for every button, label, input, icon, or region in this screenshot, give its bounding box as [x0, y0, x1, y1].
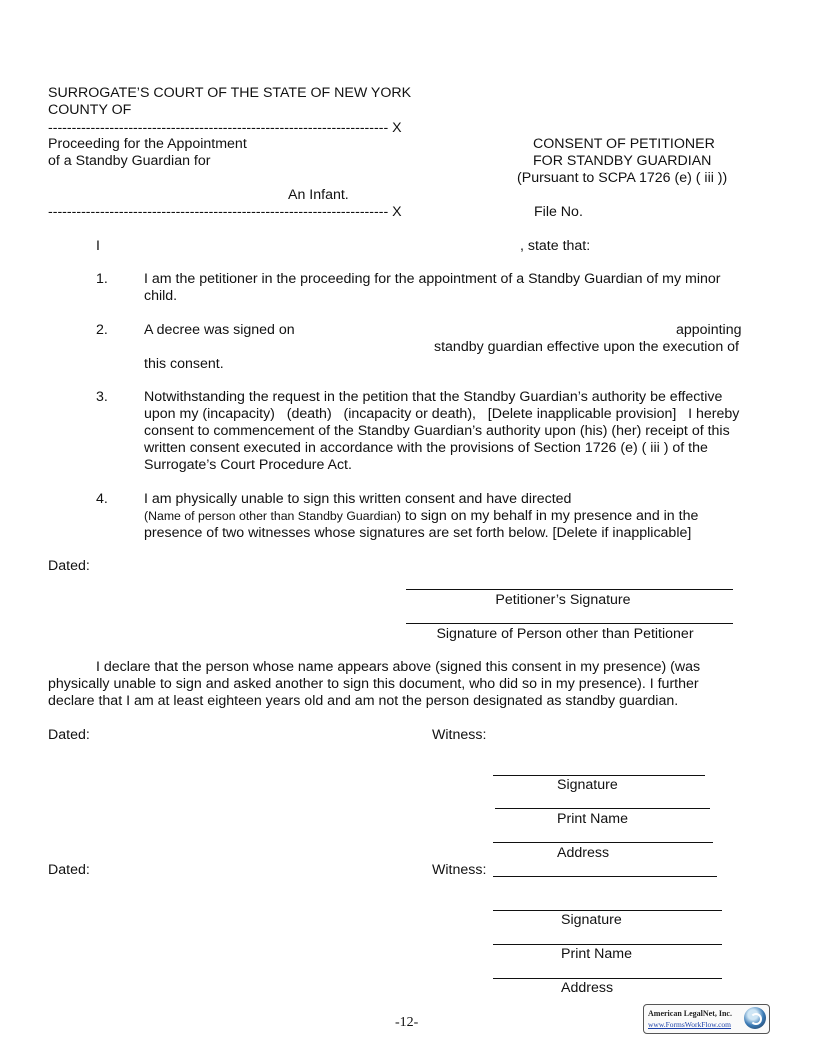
witness-2-signature-label: Signature [561, 912, 622, 928]
witness-2-address-line[interactable] [493, 978, 722, 979]
item-4-line-1: I am physically unable to sign this written consent and have directed [144, 491, 572, 507]
infant-label: An Infant. [288, 187, 349, 203]
witness-2-name-line[interactable] [493, 876, 717, 877]
witness-1-signature-label: Signature [557, 777, 618, 793]
item-3-text: Notwithstanding the request in the petition that the Standby Guardian’s authority be effective upon my (incapacity) (death) (incapacity or death), [Delete inapplicable provision] I hereby consent to commencement of the Standby Guardian’s authority upon (his) (her) receipt of this written consent executed in accordance with the provisions of Section 1726 (e) ( iii ) of the Surrogate’s Court Procedure Act. [144, 389, 744, 473]
proceeding-line-2: of a Standby Guardian for [48, 153, 211, 169]
form-title-line-3: (Pursuant to SCPA 1726 (e) ( iii )) [517, 170, 728, 186]
witness-2-address-label: Address [561, 980, 614, 996]
logo-company-name: American LegalNet, Inc. [648, 1009, 732, 1018]
petitioner-signature-label: Petitioner’s Signature [495, 592, 631, 608]
intro-state-that: , state that: [520, 238, 591, 254]
item-1-text: I am the petitioner in the proceeding for the appointment of a Standby Guardian of my minor child. [144, 271, 721, 304]
form-title-line-1: CONSENT OF PETITIONER [533, 136, 715, 152]
item-4-number: 4. [96, 491, 108, 507]
witness-declaration: I declare that the person whose name appears above (signed this consent in my presence) (was physically unable to sign and asked another to sign this document, who did so in my presence). I further declare that I am at least eighteen years old and am not the person designated as standby guardian. [48, 659, 701, 709]
dated-label-2: Dated: [48, 727, 90, 743]
item-4-line-3: presence of two witnesses whose signatures are set forth below. [Delete if inapplicable] [144, 525, 692, 541]
witness-1-print-name-line[interactable] [495, 808, 710, 809]
caption-divider-bottom: ------------------------------------------------------------------------ X [48, 204, 402, 220]
witness-1-address-line[interactable] [493, 842, 713, 843]
item-2-part-2: appointing [676, 322, 742, 338]
witness-1-label: Witness: [432, 727, 487, 743]
file-no-label: File No. [534, 204, 583, 220]
globe-icon [744, 1007, 766, 1029]
witness-2-print-name-line[interactable] [493, 944, 722, 945]
item-3-number: 3. [96, 389, 108, 405]
dated-label-3: Dated: [48, 862, 90, 878]
logo-website-link[interactable]: www.FormsWorkFlow.com [648, 1020, 732, 1029]
intro-i: I [96, 238, 100, 254]
petitioner-signature-line[interactable] [406, 589, 733, 590]
witness-1-signature-line[interactable] [493, 775, 705, 776]
form-title-line-2: FOR STANDBY GUARDIAN [533, 153, 712, 169]
county-label: COUNTY OF [48, 102, 132, 118]
item-4-line-2 [144, 508, 698, 525]
item-4-name-hint: (Name of person other than Standby Guardian) [144, 509, 402, 523]
item-2-part-4: this consent. [144, 356, 224, 372]
item-2-number: 2. [96, 322, 108, 338]
other-signature-label: Signature of Person other than Petitioner [436, 626, 694, 642]
item-4-line-2-rest: to sign on my behalf in my presence and in the [401, 508, 699, 524]
page-number: -12- [395, 1015, 419, 1030]
witness-1-address-label: Address [557, 845, 610, 861]
proceeding-line-1: Proceeding for the Appointment [48, 136, 247, 152]
witness-1-print-name-label: Print Name [557, 811, 628, 827]
other-signature-line[interactable] [406, 623, 733, 624]
dated-label-1: Dated: [48, 558, 90, 574]
witness-2-label: Witness: [432, 862, 487, 878]
item-1-number: 1. [96, 271, 108, 287]
item-2-part-3: standby guardian effective upon the execution of [434, 339, 739, 355]
caption-divider-top: ------------------------------------------------------------------------ X [48, 120, 402, 136]
witness-2-print-name-label: Print Name [561, 946, 632, 962]
witness-2-signature-line[interactable] [493, 910, 722, 911]
item-2-part-1: A decree was signed on [144, 322, 295, 338]
court-name: SURROGATE’S COURT OF THE STATE OF NEW YORK [48, 85, 412, 101]
publisher-logo [643, 1004, 770, 1034]
